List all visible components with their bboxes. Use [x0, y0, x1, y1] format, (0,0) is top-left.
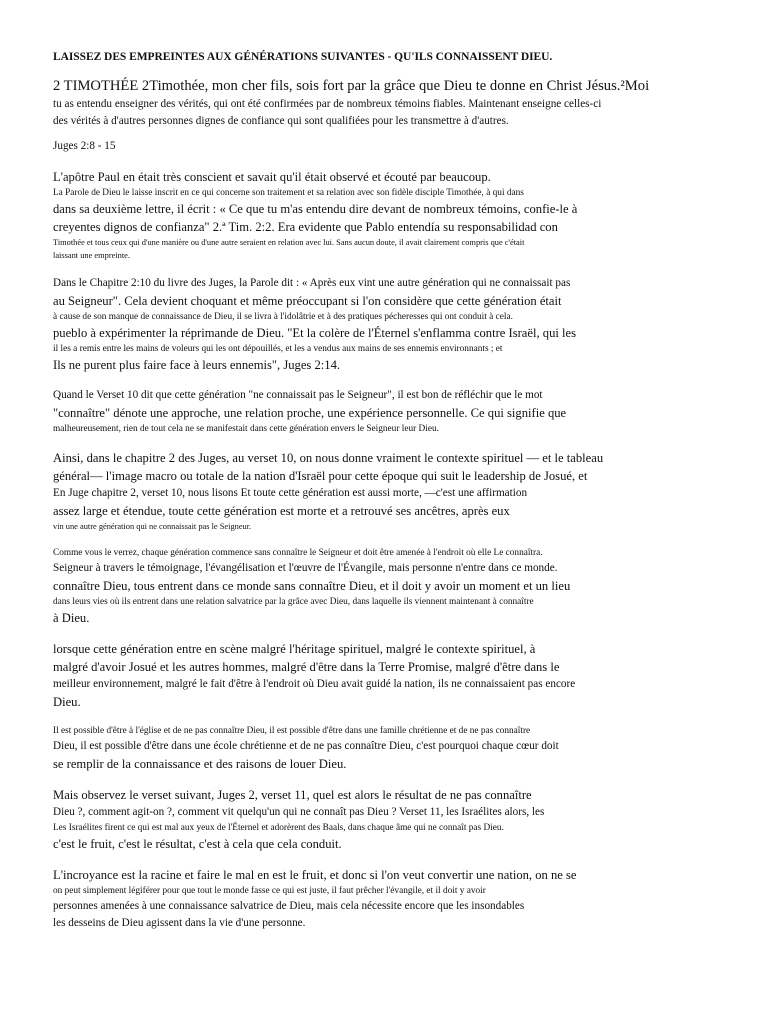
reference-judges: Juges 2:8 - 15	[53, 140, 116, 152]
text-line: dans sa deuxième lettre, il écrit : « Ce que tu m'as entendu dire devant de nombreux témoins, confie-le à	[53, 202, 578, 216]
paragraph-each-generation	[53, 546, 618, 627]
text-line: lorsque cette génération entre en scène malgré l'héritage spirituel, malgré le contexte spirituel, à	[53, 642, 536, 656]
text-line: Ainsi, dans le chapitre 2 des Juges, au verset 10, on nous donne vraiment le contexte spirituel — et le tableau	[53, 451, 604, 465]
text-line: se remplir de la connaissance et des raisons de louer Dieu.	[53, 757, 347, 771]
text-line: des vérités à d'autres personnes dignes de confiance qui sont qualifiées pour les transmettre à d'autres.	[53, 115, 509, 127]
text-line: En Juge chapitre 2, verset 10, nous lisons Et toute cette génération est aussi morte, —c'est une affirmation	[53, 487, 528, 499]
scripture-reference	[53, 138, 618, 155]
text-line: "connaître" dénote une approche, une relation proche, une expérience personnelle. Ce qui signifie que	[53, 406, 567, 420]
text-line: La Parole de Dieu le laisse inscrit en ce qui concerne son traitement et sa relation avec son fidèle disciple Timothée, à qui dans	[53, 188, 524, 198]
text-line: Dieu, il est possible d'être dans une école chrétienne et de ne pas connaître Dieu, c'est pourquoi chaque cœur doit	[53, 740, 559, 752]
text-line: Dieu ?, comment agit-on ?, comment vit quelqu'un qui ne connaît pas Dieu ? Verset 11, les Israélites alors, les	[53, 806, 545, 818]
paragraph-verse-10	[53, 387, 618, 436]
text-line: assez large et étendue, toute cette génération est morte et a retrouvé ses ancêtres, après eux	[53, 504, 510, 518]
text-line: au Seigneur". Cela devient choquant et même préoccupant si l'on considère que cette génération était	[53, 294, 562, 308]
text-line: c'est le fruit, c'est le résultat, c'est à cela que cela conduit.	[53, 837, 342, 851]
text-line: vin une autre génération qui ne connaissait pas le Seigneur.	[53, 522, 252, 531]
paragraph-unbelief	[53, 866, 618, 932]
text-line: à cause de son manque de connaissance de Dieu, il se livra à l'idolâtrie et à des pratiques pécheresses qui ont conduit à cela.	[53, 312, 513, 322]
text-line: on peut simplement légiférer pour que tout le monde fasse ce qui est juste, il faut prêcher l'évangile, et il doit y avoir	[53, 886, 486, 896]
text-line: L'apôtre Paul en était très conscient et savait qu'il était observé et écouté par beaucoup.	[53, 170, 491, 184]
text-line: Dans le Chapitre 2:10 du livre des Juges, la Parole dit : « Après eux vint une autre génération qui ne connaissait pas	[53, 277, 571, 289]
text-line: laissant une empreinte.	[53, 251, 130, 260]
paragraph-paul	[53, 168, 618, 262]
text-line: les desseins de Dieu agissent dans la vie d'une personne.	[53, 917, 306, 929]
text-line: Ils ne purent plus faire face à leurs ennemis", Juges 2:14.	[53, 358, 341, 372]
text-line: Quand le Verset 10 dit que cette génération "ne connaissait pas le Seigneur", il est bon de réfléchir que le mot	[53, 389, 543, 401]
text-line: Les Israélites firent ce qui est mal aux yeux de l'Éternel et adorèrent des Baals, dans chaque âme qui ne connaît pas Dieu.	[53, 823, 504, 833]
paragraph-context	[53, 449, 618, 533]
text-line: Timothée et tous ceux qui d'une manière ou d'une autre seraient en relation avec lui. Sans aucun doute, il avait clairement compris que c'était	[53, 238, 525, 247]
document-title: LAISSEZ DES EMPREINTES AUX GÉNÉRATIONS SUIVANTES - QU'ILS CONNAISSENT DIEU.	[53, 51, 553, 63]
text-line: malgré d'avoir Josué et les autres hommes, malgré d'être dans la Terre Promise, malgré d'être dans le	[53, 660, 560, 674]
paragraph-2-timothy	[53, 76, 650, 130]
text-line: meilleur environnement, malgré le fait d'être à l'endroit où Dieu avait guidé la nation, ils ne connaissaient pas encore	[53, 678, 576, 690]
text-line: général— l'image macro ou totale de la nation d'Israël pour cette époque qui suit le leadership de Josué, et	[53, 469, 588, 483]
text-line: creyentes dignos de confianza" 2.ª Tim. 2:2. Era evidente que Pablo entendía su responsabilidad con	[53, 220, 558, 234]
paragraph-heritage	[53, 640, 618, 711]
paragraph-possible	[53, 724, 618, 773]
paragraph-verse-11	[53, 786, 618, 853]
text-line: Dieu.	[53, 695, 81, 709]
text-line: connaître Dieu, tous entrent dans ce monde sans connaître Dieu, et il doit y avoir un moment et un lieu	[53, 579, 571, 593]
text-line: tu as entendu enseigner des vérités, qui ont été confirmées par de nombreux témoins fiables. Maintenant enseigne celles-ci	[53, 98, 602, 110]
text-line: Il est possible d'être à l'église et de ne pas connaître Dieu, il est possible d'être dans une famille chrétienne et de ne pas connaître	[53, 726, 531, 736]
text-line: personnes amenées à une connaissance salvatrice de Dieu, mais cela nécessite encore que les insondables	[53, 900, 525, 912]
text-line: Comme vous le verrez, chaque génération commence sans connaître le Seigneur et doit être amenée à l'endroit où elle Le connaîtra.	[53, 548, 543, 558]
text-line: Seigneur à travers le témoignage, l'évangélisation et l'œuvre de l'Évangile, mais personne n'entre dans ce monde.	[53, 562, 558, 574]
paragraph-chapter-2-10	[53, 275, 618, 374]
text-line: pueblo à expérimenter la réprimande de Dieu. "Et la colère de l'Éternel s'enflamma contre Israël, qui les	[53, 326, 576, 340]
text-line: Mais observez le verset suivant, Juges 2, verset 11, quel est alors le résultat de ne pas connaître	[53, 788, 532, 802]
text-line: malheureusement, rien de tout cela ne se manifestait dans cette génération envers le Seigneur leur Dieu.	[53, 424, 439, 434]
text-line: 2 TIMOTHÉE 2Timothée, mon cher fils, sois fort par la grâce que Dieu te donne en Christ Jésus.²Moi	[53, 78, 650, 94]
text-line: L'incroyance est la racine et faire le mal en est le fruit, et donc si l'on veut convertir une nation, on ne se	[53, 868, 577, 882]
text-line: dans leurs vies où ils entrent dans une relation salvatrice par la grâce avec Dieu, dans laquelle ils viennent maintenant à connaître	[53, 597, 534, 607]
text-line: il les a remis entre les mains de voleurs qui les ont dépouillés, et les a vendus aux mains de ses ennemis environnants ; et	[53, 344, 503, 354]
text-line: à Dieu.	[53, 611, 90, 625]
